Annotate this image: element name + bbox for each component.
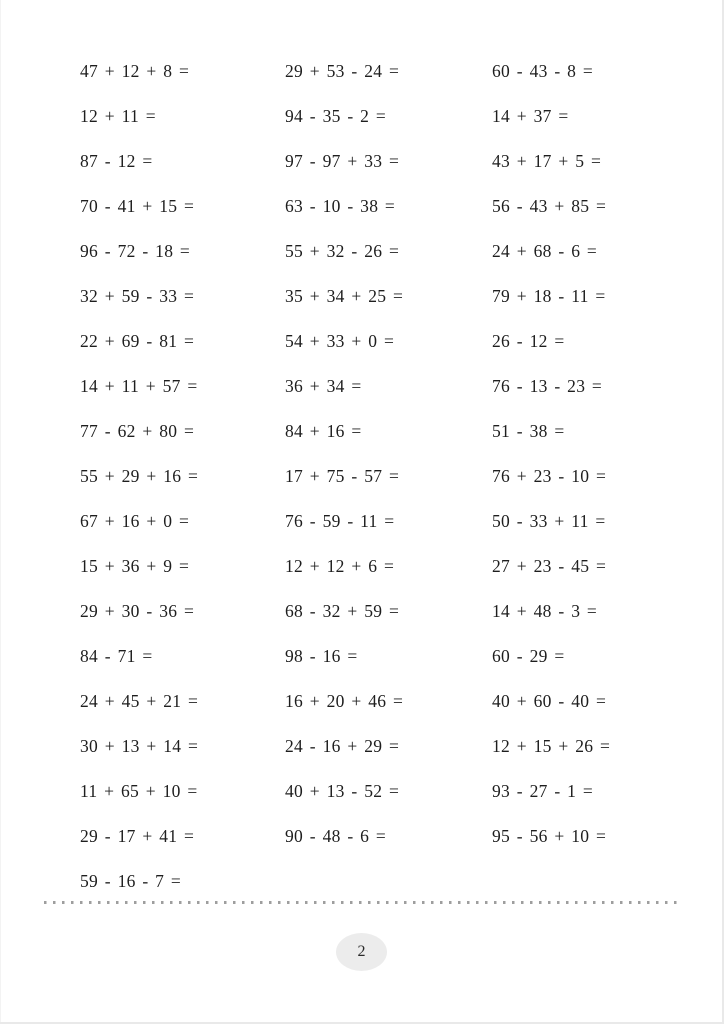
math-problem: 14 + 11 + 57 = (80, 376, 198, 396)
math-problem: 40 + 60 - 40 = (492, 691, 607, 711)
math-problem: 50 - 33 + 11 = (492, 511, 606, 531)
math-problem: 76 - 13 - 23 = (492, 376, 603, 396)
math-problem: 29 + 30 - 36 = (80, 601, 195, 621)
math-problem: 14 + 48 - 3 = (492, 601, 598, 621)
math-problem: 12 + 15 + 26 = (492, 736, 611, 756)
problems-column-right (492, 49, 610, 859)
math-problem: 56 - 43 + 85 = (492, 196, 607, 216)
math-problem: 98 - 16 = (285, 646, 358, 666)
math-problem: 68 - 32 + 59 = (285, 601, 400, 621)
math-problem: 87 - 12 = (80, 151, 153, 171)
math-problem: 26 - 12 = (492, 331, 565, 351)
math-problem: 84 + 16 = (285, 421, 362, 441)
math-problem: 16 + 20 + 46 = (285, 691, 404, 711)
math-problem: 96 - 72 - 18 = (80, 241, 191, 261)
math-problem: 36 + 34 = (285, 376, 362, 396)
math-problem: 76 + 23 - 10 = (492, 466, 607, 486)
math-problem: 17 + 75 - 57 = (285, 466, 400, 486)
math-problem: 24 + 45 + 21 = (80, 691, 199, 711)
math-problem: 97 - 97 + 33 = (285, 151, 400, 171)
math-problem: 63 - 10 - 38 = (285, 196, 396, 216)
math-problem: 54 + 33 + 0 = (285, 331, 395, 351)
math-problem: 67 + 16 + 0 = (80, 511, 190, 531)
math-problem: 24 + 68 - 6 = (492, 241, 598, 261)
math-problem: 55 + 32 - 26 = (285, 241, 400, 261)
math-problem: 84 - 71 = (80, 646, 153, 666)
problems-column-left (80, 49, 198, 904)
math-problem: 51 - 38 = (492, 421, 565, 441)
math-problem: 90 - 48 - 6 = (285, 826, 387, 846)
math-problem: 14 + 37 = (492, 106, 569, 126)
math-problem: 27 + 23 - 45 = (492, 556, 607, 576)
math-problem: 76 - 59 - 11 = (285, 511, 395, 531)
math-problem: 12 + 12 + 6 = (285, 556, 395, 576)
math-problem: 32 + 59 - 33 = (80, 286, 195, 306)
dotted-divider (44, 901, 678, 904)
math-problem: 77 - 62 + 80 = (80, 421, 195, 441)
math-problem: 12 + 11 = (80, 106, 156, 126)
math-problem: 79 + 18 - 11 = (492, 286, 606, 306)
math-problem: 60 - 29 = (492, 646, 565, 666)
math-problem: 29 - 17 + 41 = (80, 826, 195, 846)
math-problem: 94 - 35 - 2 = (285, 106, 387, 126)
math-problem: 22 + 69 - 81 = (80, 331, 195, 351)
page-number: 2 (357, 943, 366, 960)
math-problem: 29 + 53 - 24 = (285, 61, 400, 81)
math-problem: 55 + 29 + 16 = (80, 466, 199, 486)
math-problem: 59 - 16 - 7 = (80, 871, 182, 891)
math-problem: 43 + 17 + 5 = (492, 151, 602, 171)
math-problem: 95 - 56 + 10 = (492, 826, 607, 846)
math-problem: 15 + 36 + 9 = (80, 556, 190, 576)
math-problem: 60 - 43 - 8 = (492, 61, 594, 81)
math-problem: 11 + 65 + 10 = (80, 781, 198, 801)
math-problem: 93 - 27 - 1 = (492, 781, 594, 801)
math-problem: 47 + 12 + 8 = (80, 61, 190, 81)
page-number-badge (336, 933, 387, 971)
math-problem: 40 + 13 - 52 = (285, 781, 400, 801)
math-problem: 30 + 13 + 14 = (80, 736, 199, 756)
problems-column-middle (285, 49, 403, 859)
math-problem: 24 - 16 + 29 = (285, 736, 400, 756)
math-problem: 35 + 34 + 25 = (285, 286, 404, 306)
math-problem: 70 - 41 + 15 = (80, 196, 195, 216)
